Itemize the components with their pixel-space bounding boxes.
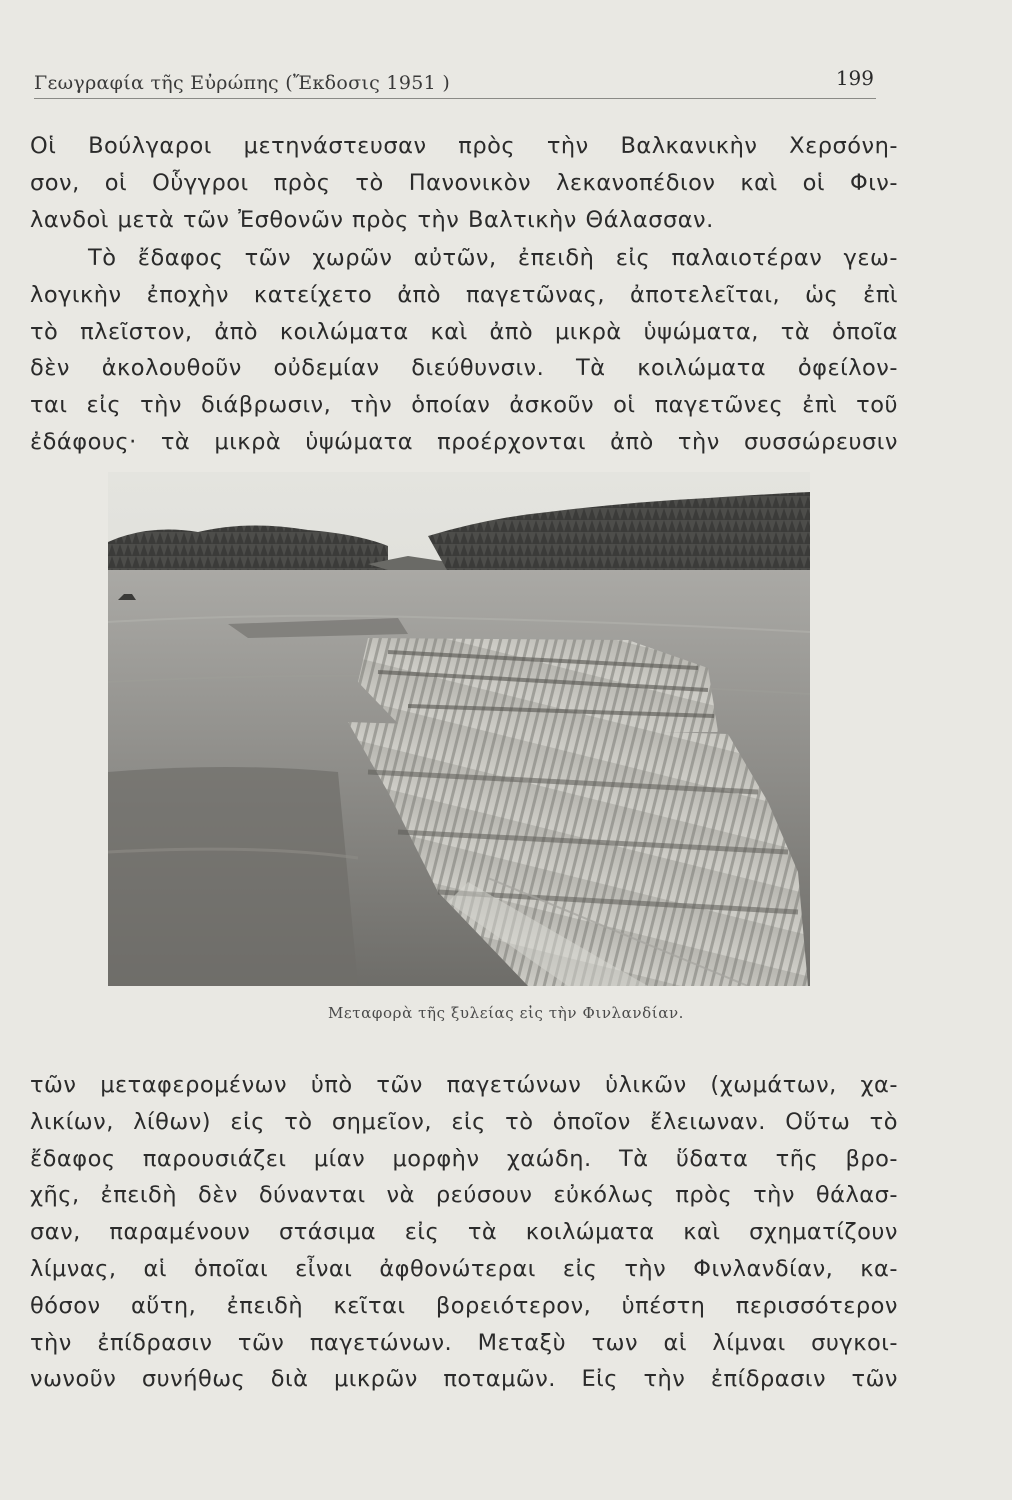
paragraph-2 [30,240,898,461]
text-line: τῶν μεταφερομένων ὑπὸ τῶν παγετώνων ὑλικῶν (χωμάτων, χα- [30,1072,898,1098]
text-line: χῆς, ἐπειδὴ δὲν δύνανται νὰ ρεύσουν εὐκόλως πρὸς τὴν θάλασ- [30,1182,898,1209]
text-line: ἐδάφους· τὰ μικρὰ ὑψώματα προέρχονται ἀπὸ τὴν συσσώρευσιν [30,428,898,455]
text-line: Οἱ Βούλγαροι μετηνάστευσαν πρὸς τὴν Βαλκανικὴν Χερσόνη- [30,133,898,159]
timber-transport-photo [108,472,810,986]
text-line: τὴν ἐπίδρασιν τῶν παγετώνων. Μεταξὺ των αἱ λίμναι συγκοι- [30,1329,898,1356]
running-header [34,66,876,99]
photo-illustration [108,472,810,986]
figure-caption: Μεταφορὰ τῆς ξυλείας εἰς τὴν Φινλανδίαν. [327,1004,685,1022]
text-line: ται εἰς τὴν διάβρωσιν, τὴν ὁποίαν ἀσκοῦν οἱ παγετῶνες ἐπὶ τοῦ [30,392,898,419]
text-line: λανδοὶ μετὰ τῶν Ἐσθονῶν πρὸς τὴν Βαλτικὴν Θάλασσαν. [30,206,714,233]
text-line: λίμνας, αἱ ὁποῖαι εἶναι ἀφθονώτεραι εἰς τὴν Φινλανδίαν, κα- [30,1255,898,1282]
text-line: θόσον αὕτη, ἐπειδὴ κεῖται βορειότερον, ὑπέστη περισσότερον [30,1292,898,1319]
running-title: Γεωγραφία τῆς Εὐρώπης (Ἔκδοσις 1951 ) [34,72,451,94]
text-line: Τὸ ἔδαφος τῶν χωρῶν αὐτῶν, ἐπειδὴ εἰς παλαιοτέραν γεω- [88,245,898,271]
text-line: ἔδαφος παρουσιάζει μίαν μορφὴν χαώδη. Τὰ ὕδατα τῆς βρο- [30,1145,898,1172]
paragraph-3 [30,1067,898,1398]
text-line: νωνοῦν συνήθως διὰ μικρῶν ποταμῶν. Εἰς τὴν ἐπίδρασιν τῶν [30,1366,898,1393]
text-line: λογικὴν ἐποχὴν κατείχετο ἀπὸ παγετῶνας, ἀποτελεῖται, ὡς ἐπὶ [30,281,898,308]
text-line: δὲν ἀκολουθοῦν οὐδεμίαν διεύθυνσιν. Τὰ κοιλώματα ὀφείλον- [30,355,898,382]
text-line: τὸ πλεῖστον, ἀπὸ κοιλώματα καὶ ἀπὸ μικρὰ ὑψώματα, τὰ ὁποῖα [30,318,898,345]
paragraph-1 [30,128,898,238]
page-number: 199 [835,66,874,90]
text-line: λικίων, λίθων) εἰς τὸ σημεῖον, εἰς τὸ ὁποῖον ἔλειωναν. Οὕτω τὸ [30,1108,898,1135]
text-line: σαν, παραμένουν στάσιμα εἰς τὰ κοιλώματα καὶ σχηματίζουν [30,1219,898,1246]
text-line: σον, οἱ Οὗγγροι πρὸς τὸ Πανονικὸν λεκανοπέδιον καὶ οἱ Φιν- [30,169,898,196]
